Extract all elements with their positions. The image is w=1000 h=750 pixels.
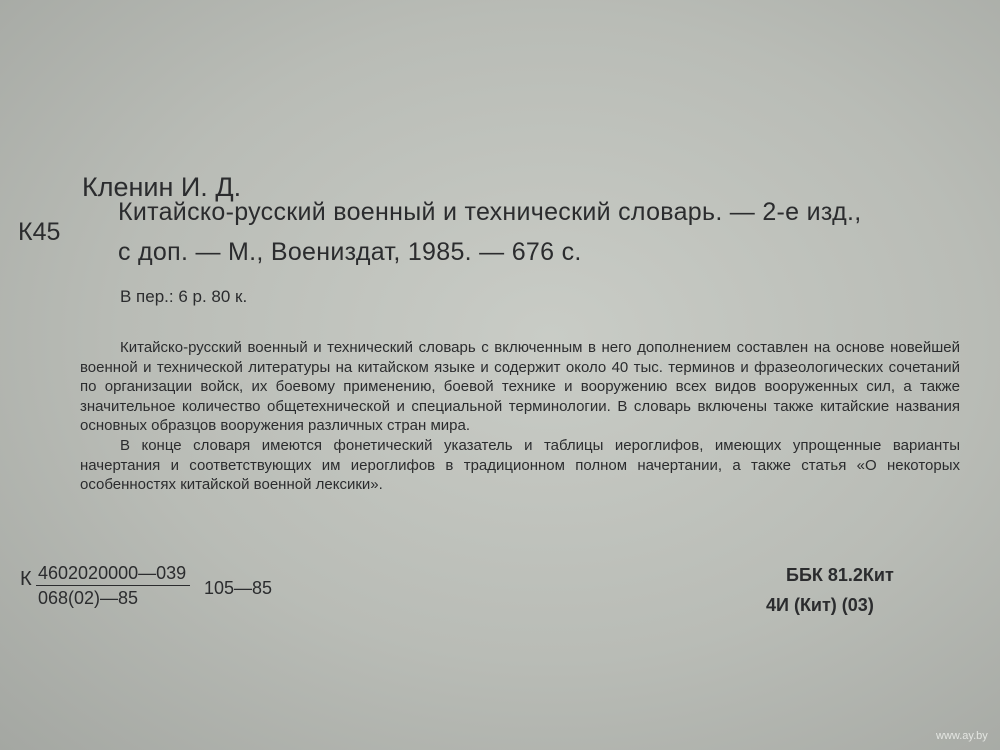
index-denominator: 068(02)—85	[38, 588, 139, 608]
abstract-paragraph-1: Китайско-русский военный и технический словарь с включенным в него дополнением составлен на основе новейшей военной и технической литературы на китайском языке и содержит около 40 тыс. терминов и фразеологических сочетаний по организации войск, их боевому применению, боевой технике и вооружению всех видов вооруженных сил, а также значительное количество общетехнической и специальной терминологии. В словарь включены также китайские названия основных образцов вооружения различных стран мира.	[80, 339, 960, 435]
library-code: К45	[18, 218, 61, 246]
bbk-code: ББК 81.2Кит	[786, 565, 894, 585]
title-line-2: с доп. — М., Воениздат, 1985. — 676 с.	[118, 238, 582, 266]
udk-code: 4И (Кит) (03)	[766, 595, 874, 615]
author-name: Кленин И. Д.	[82, 172, 242, 202]
title-line-1: Китайско-русский военный и технический словарь. — 2-е изд.,	[118, 198, 862, 226]
price: В пер.: 6 р. 80 к.	[120, 287, 248, 306]
index-tail: 105—85	[204, 578, 273, 598]
abstract	[80, 338, 960, 495]
abstract-paragraph-2: В конце словаря имеются фонетический указатель и таблицы иероглифов, имеющих упрощенные варианты начертания и соответствующих им иероглифов в традиционном полном начертании, а также статья «О некоторых особенностях китайской военной лексики».	[80, 436, 960, 494]
index-letter: К	[20, 568, 32, 590]
watermark: www.ay.by	[936, 730, 988, 742]
index-numerator: 4602020000—039	[36, 562, 190, 586]
index-fraction	[36, 562, 190, 609]
